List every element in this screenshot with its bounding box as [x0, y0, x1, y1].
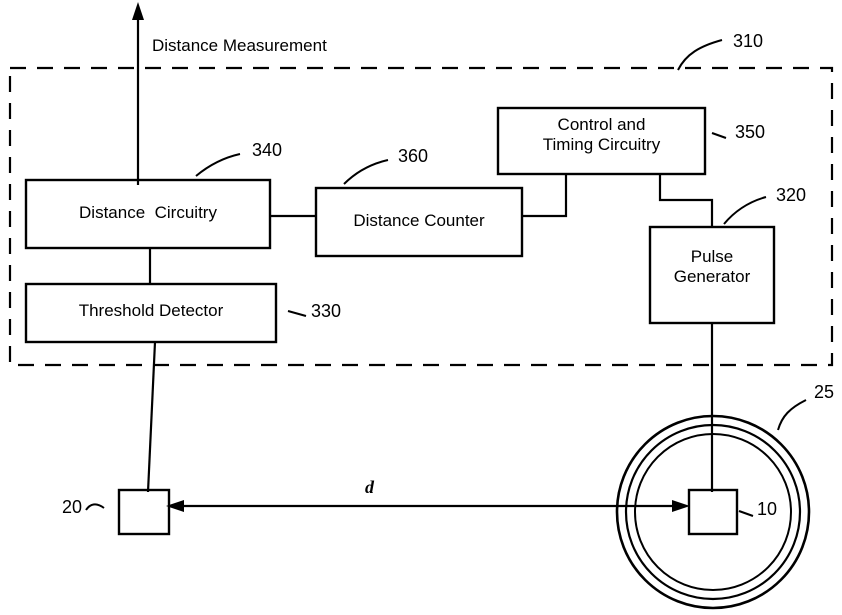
distance-circuitry-label: Distance Circuitry: [79, 203, 217, 222]
transmitter-node-box: [689, 490, 737, 534]
ref-25: 25: [814, 382, 835, 402]
leader-350: [712, 133, 726, 138]
distance-counter-label: Distance Counter: [353, 211, 485, 230]
leader-20: [86, 504, 104, 510]
ref-350: 350: [735, 122, 766, 142]
leader-360: [344, 160, 388, 184]
leader-330: [288, 311, 306, 316]
conn-counter-control: [522, 174, 566, 216]
output-arrowhead: [132, 2, 144, 20]
conn-control-pulse: [660, 174, 712, 227]
ref-10: 10: [757, 499, 778, 519]
leader-310: [678, 40, 722, 70]
leader-320: [724, 197, 766, 224]
ref-330: 330: [311, 301, 342, 321]
leader-10: [739, 511, 753, 516]
pulse-generator-label: Pulse Generator: [673, 247, 751, 286]
distance-symbol-label: d: [365, 477, 374, 497]
ref-360: 360: [398, 146, 429, 166]
ref-20: 20: [62, 497, 83, 517]
leader-25: [778, 400, 806, 430]
distance-arrowhead-right: [672, 500, 690, 512]
leader-340: [196, 154, 240, 176]
control-timing-label: Control and Timing Circuitry: [542, 115, 661, 154]
ref-310: 310: [733, 31, 764, 51]
figure-title: Distance Measurement: [152, 36, 327, 55]
conn-receiver-threshold: [148, 342, 155, 492]
receiver-node-box: [119, 490, 169, 534]
threshold-detector-label: Threshold Detector: [78, 301, 224, 320]
ref-340: 340: [252, 140, 283, 160]
ref-320: 320: [776, 185, 807, 205]
